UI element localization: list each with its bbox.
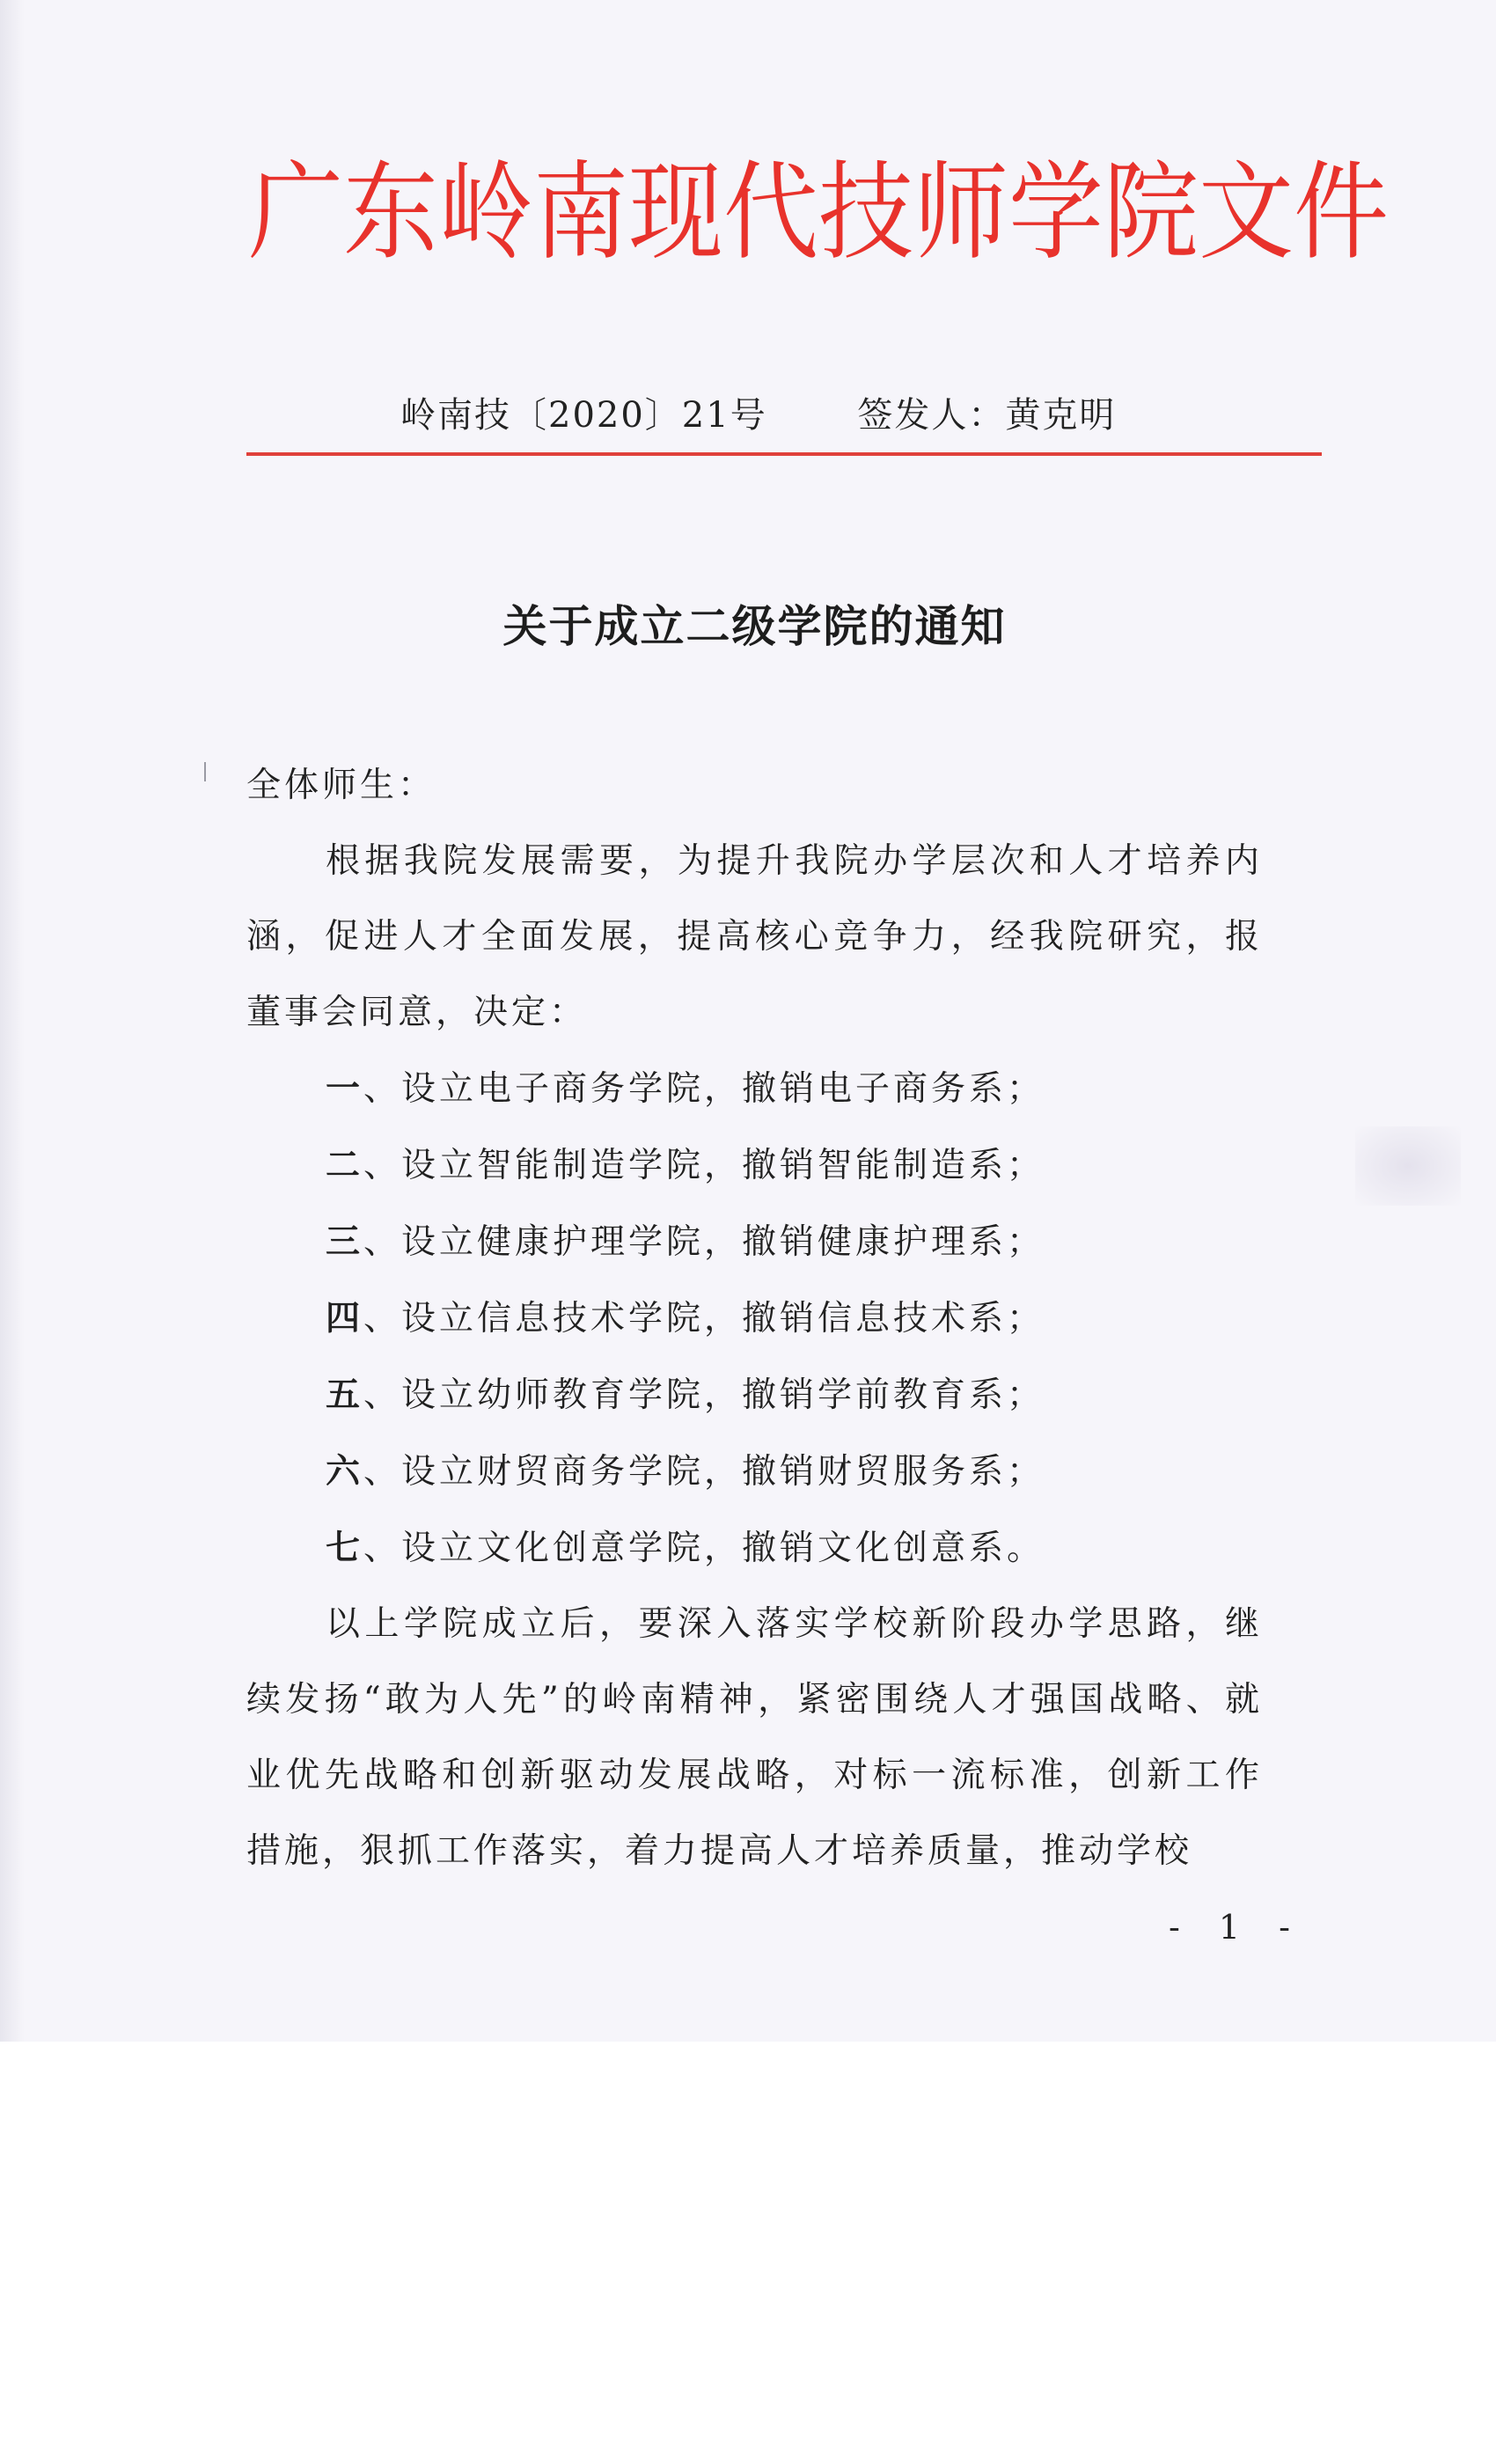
decision-item-number: 七 <box>326 1528 364 1568</box>
document-number: 岭南技〔2020〕21号 <box>400 395 767 436</box>
decision-item-number: 四 <box>326 1298 364 1338</box>
decision-item-text: 、设立信息技术学院，撤销信息技术系； <box>363 1299 1045 1338</box>
decision-item-text: 、设立文化创意学院，撤销文化创意系。 <box>363 1529 1045 1568</box>
closing-paragraph: 以上学院成立后，要深入落实学校新阶段办学思路，继续发扬“敢为人先”的岭南精神，紧密围绕人才强国战略、就业优先战略和创新驱动发展战略，对标一流标准，创新工作措施，狠抓工作落实，着力提高人才培养质量，推动学校 <box>246 1604 1263 1871</box>
decision-item-number: 一 <box>326 1068 364 1109</box>
scan-smudge <box>1355 1126 1461 1206</box>
issuer: 签发人：黄克明 <box>857 395 1117 436</box>
decision-item-text: 、设立智能制造学院，撤销智能制造系； <box>363 1146 1045 1185</box>
decision-item-number: 五 <box>326 1375 364 1415</box>
decision-item <box>246 1204 1263 1280</box>
intro-paragraph: 根据我院发展需要，为提升我院办学层次和人才培养内涵，促进人才全面发展，提高核心竞争力，经我院研究，报董事会同意，决定： <box>246 841 1263 1032</box>
decision-item-number: 二 <box>326 1145 364 1185</box>
decision-item <box>246 1280 1263 1357</box>
notice-title: 关于成立二级学院的通知 <box>502 601 1007 652</box>
decision-item <box>246 1051 1263 1127</box>
page-number: - 1 - <box>1169 1908 1305 1947</box>
decision-item-text: 、设立健康护理学院，撤销健康护理系； <box>363 1222 1045 1262</box>
document-reference-line <box>400 387 1116 437</box>
decision-item <box>246 1357 1263 1434</box>
notice-body <box>246 748 1263 1889</box>
decision-item-text: 、设立幼师教育学院，撤销学前教育系； <box>363 1375 1045 1415</box>
decision-item-text: 、设立财贸商务学院，撤销财贸服务系； <box>363 1452 1045 1492</box>
decision-item-text: 、设立电子商务学院，撤销电子商务系； <box>363 1069 1045 1109</box>
salutation: 全体师生： <box>246 766 436 805</box>
decision-item <box>246 1127 1263 1204</box>
decision-item-number: 六 <box>326 1451 364 1492</box>
letterhead-title: 广东岭南现代技师学院文件 <box>248 151 1390 275</box>
decision-item <box>246 1510 1263 1587</box>
decision-item-number: 三 <box>326 1221 364 1262</box>
decision-item <box>246 1434 1263 1510</box>
scan-edge-shadow <box>0 0 25 2042</box>
letterhead-divider <box>246 452 1322 456</box>
margin-mark <box>204 762 206 781</box>
